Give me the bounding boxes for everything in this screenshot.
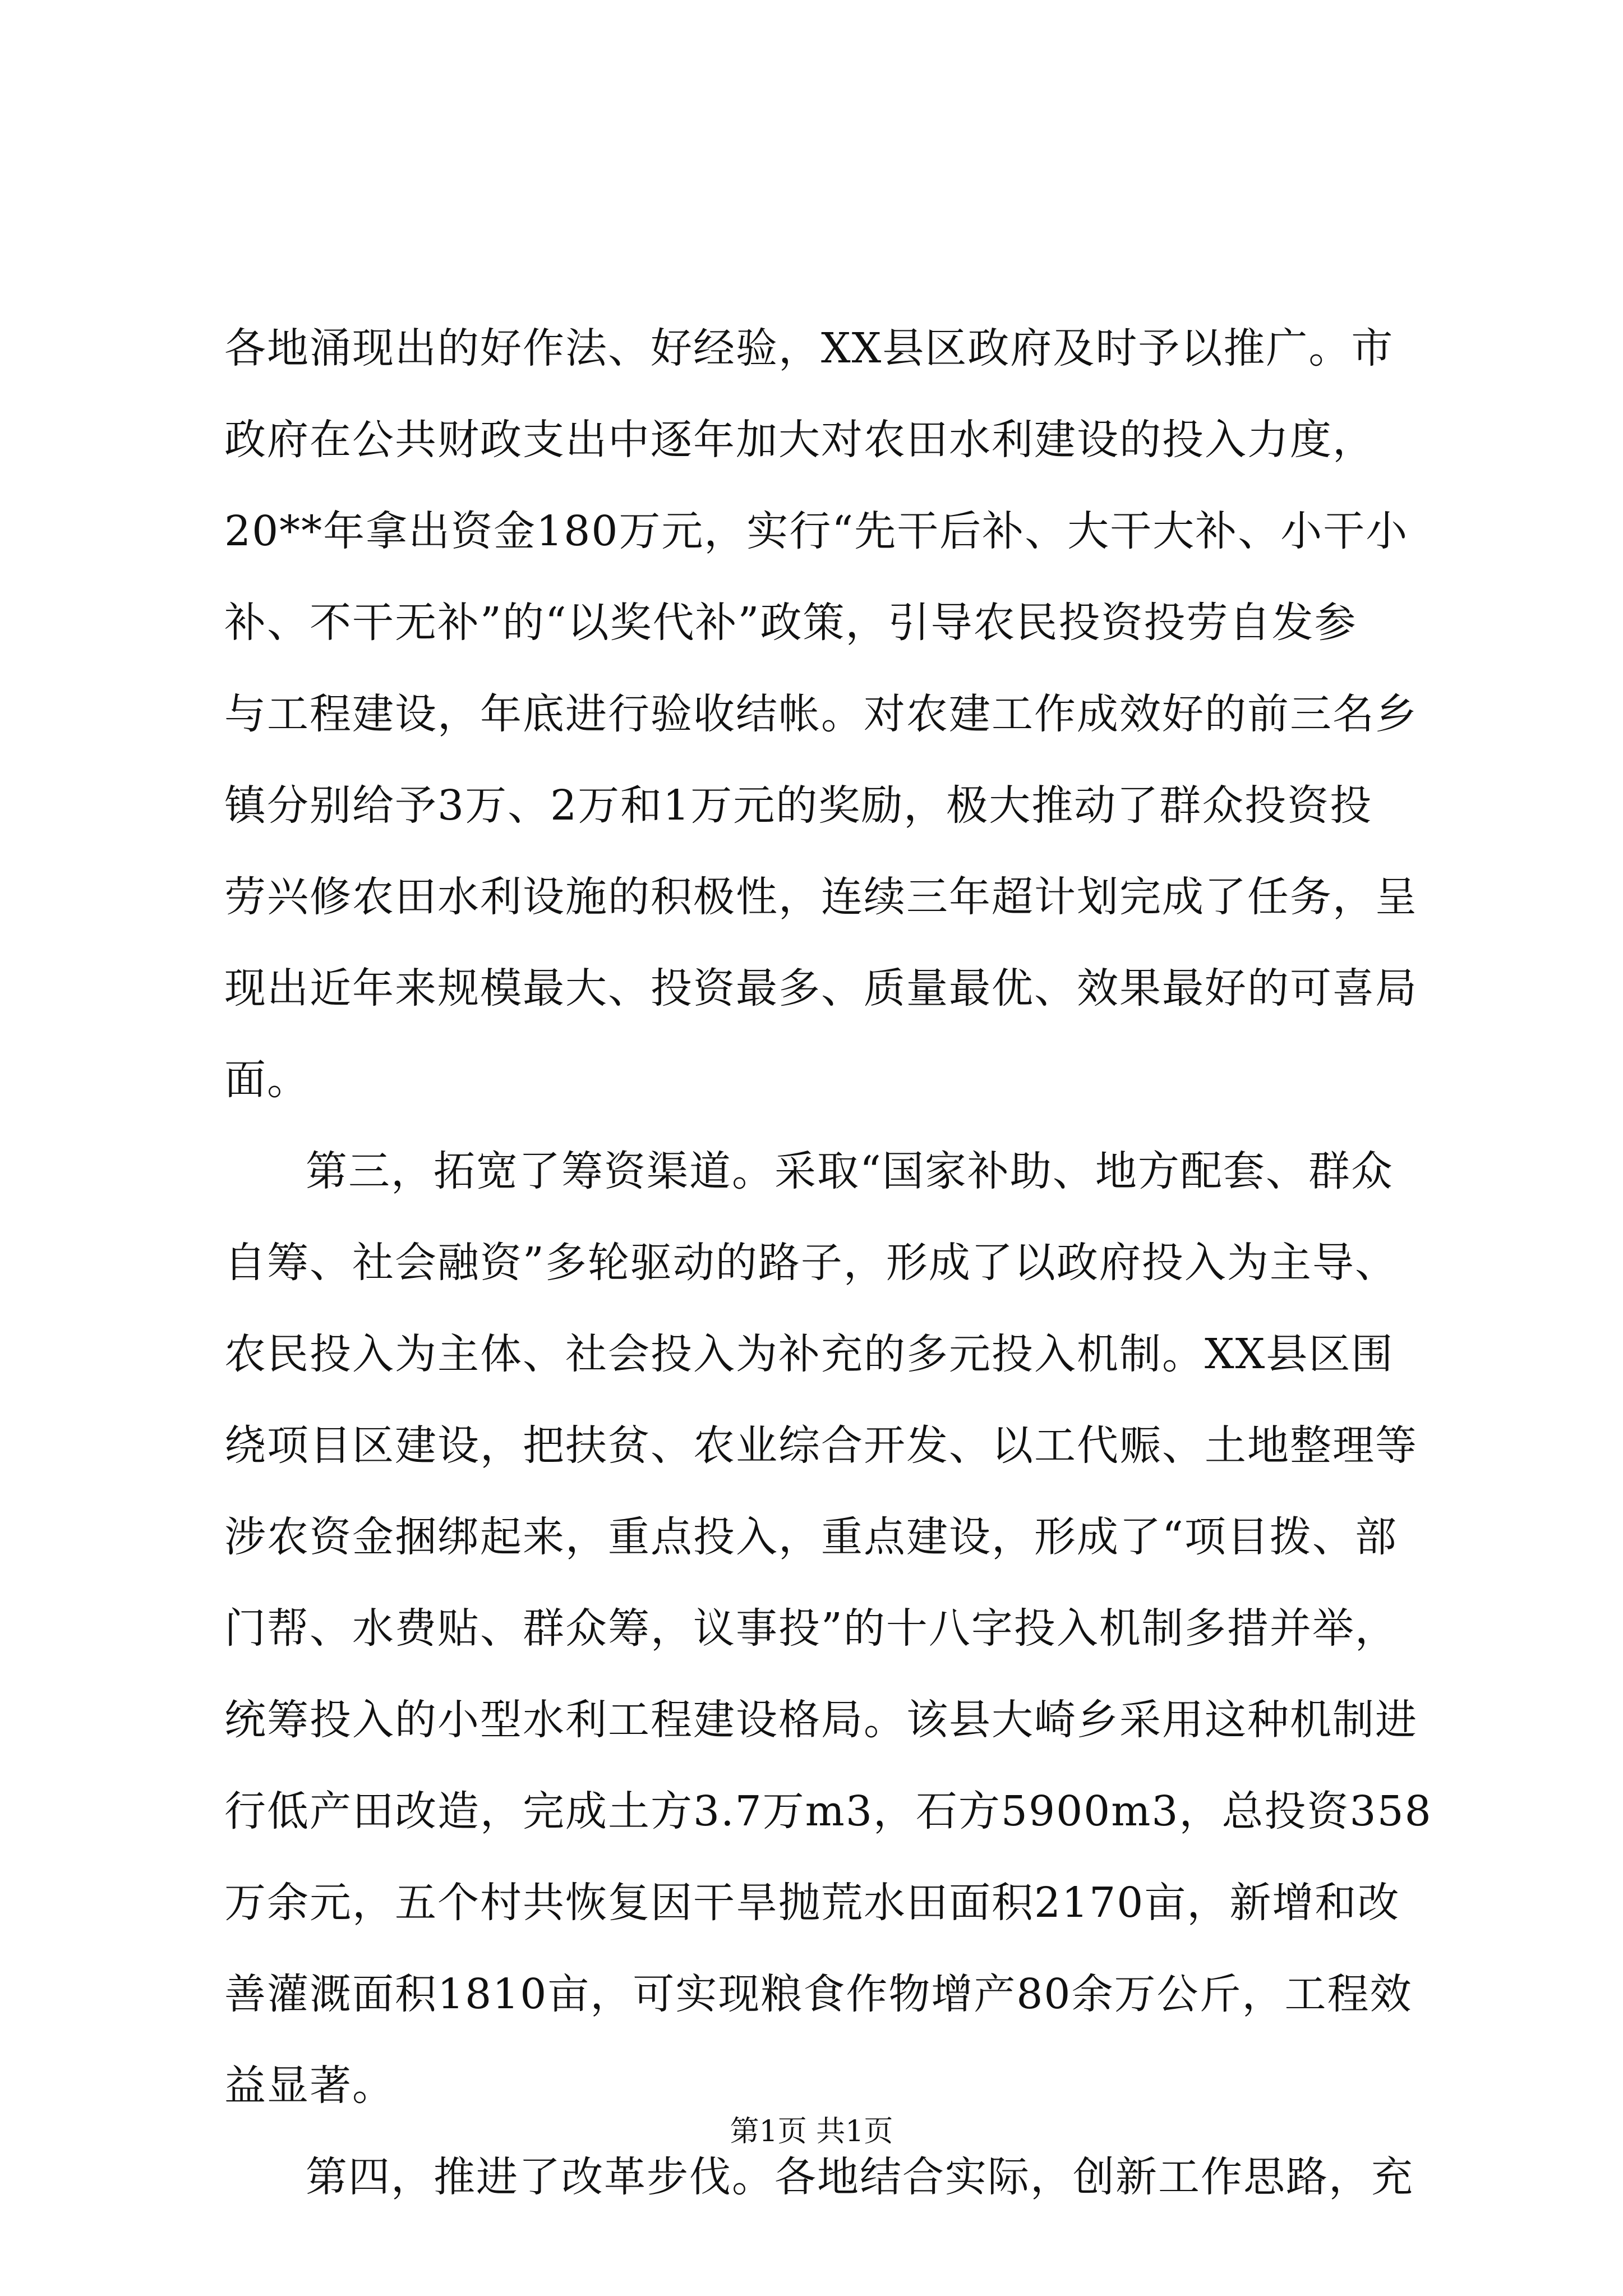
text-line: 各地涌现出的好作法、好经验，XX县区政府及时予以推广。市 [224,324,1394,372]
paragraph-start-line: 第四，推进了改革步伐。各地结合实际，创新工作思路，充 [306,2153,1414,2201]
text-line: 万余元，五个村共恢复因干旱抛荒水田面积2170亩，新增和改 [224,1879,1400,1927]
text-line: 补、不干无补”的“以奖代补”政策，引导农民投资投劳自发参 [224,599,1357,647]
text-line: 政府在公共财政支出中逐年加大对农田水利建设的投入力度， [224,416,1375,464]
text-line: 现出近年来规模最大、投资最多、质量最优、效果最好的可喜局 [224,964,1418,1013]
document-body [224,303,1436,2223]
text-line: 与工程建设，年底进行验收结帐。对农建工作成效好的前三名乡 [224,690,1418,738]
text-line: 绕项目区建设，把扶贫、农业综合开发、以工代赈、土地整理等 [224,1421,1418,1470]
page-footer: 第1页 共1页 [730,2115,893,2148]
text-line: 镇分别给予3万、2万和1万元的奖励，极大推动了群众投资投 [224,781,1373,830]
text-line: 益显著。 [224,2062,395,2110]
text-line: 涉农资金捆绑起来，重点投入，重点建设，形成了“项目拨、部 [224,1513,1398,1561]
paragraph-start-line: 第三，拓宽了筹资渠道。采取“国家补助、地方配套、群众 [306,1147,1394,1195]
text-line: 面。 [224,1056,310,1104]
text-line: 劳兴修农田水利设施的积极性，连续三年超计划完成了任务，呈 [224,873,1418,921]
text-line: 门帮、水费贴、群众筹，议事投”的十八字投入机制多措并举， [224,1604,1398,1653]
text-line: 自筹、社会融资”多轮驱动的路子，形成了以政府投入为主导、 [224,1239,1398,1287]
text-line: 统筹投入的小型水利工程建设格局。该县大崎乡采用这种机制进 [224,1696,1418,1744]
text-line: 善灌溉面积1810亩，可实现粮食作物增产80余万公斤，工程效 [224,1970,1413,2018]
text-line: 农民投入为主体、社会投入为补充的多元投入机制。XX县区围 [224,1330,1394,1378]
text-line: 20**年拿出资金180万元，实行“先干后补、大干大补、小干小 [224,507,1409,555]
text-line: 行低产田改造，完成土方3.7万m3，石方5900m3，总投资358 [224,1787,1432,1835]
